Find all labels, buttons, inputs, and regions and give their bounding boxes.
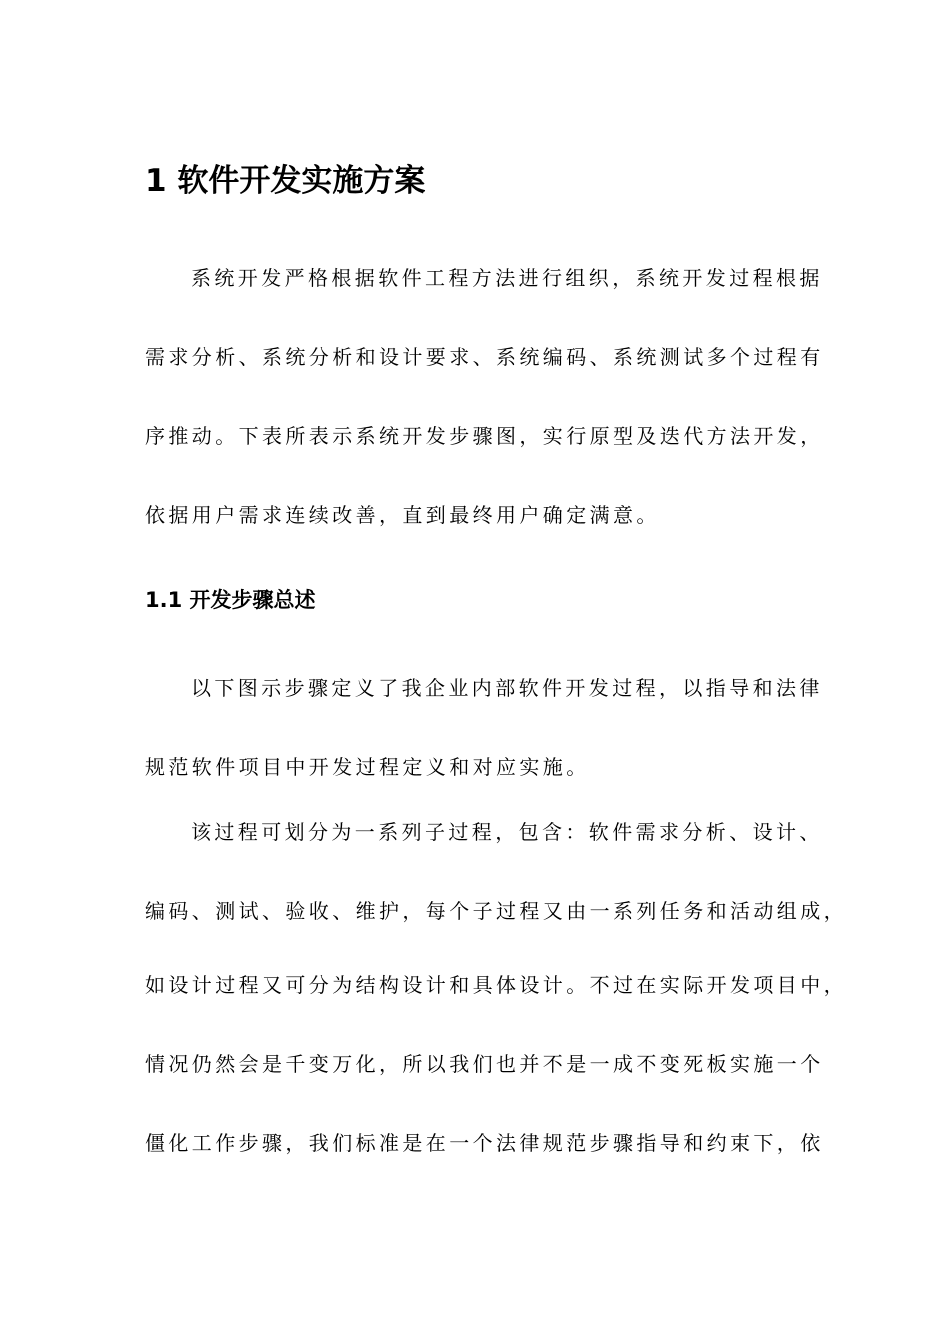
paragraph-line: 依据用户需求连续改善，直到最终用户确定满意。: [145, 503, 660, 527]
paragraph-line: 序推动。下表所表示系统开发步骤图，实行原型及迭代方法开发，: [145, 424, 824, 448]
paragraph-line: 规范软件项目中开发过程定义和对应实施。: [145, 755, 590, 779]
paragraph-line: 编码、测试、验收、维护，每个子过程又由一系列任务和活动组成，: [145, 899, 847, 923]
paragraph-line: 如设计过程又可分为结构设计和具体设计。不过在实际开发项目中，: [145, 973, 847, 997]
subsection-heading: 1.1 开发步骤总述: [145, 588, 316, 612]
paragraph-line: 僵化工作步骤，我们标准是在一个法律规范步骤指导和约束下，依: [145, 1131, 824, 1155]
section-heading: 1 软件开发实施方案: [145, 163, 426, 199]
paragraph-line: 系统开发严格根据软件工程方法进行组织，系统开发过程根据: [191, 266, 823, 290]
paragraph-line: 需求分析、系统分析和设计要求、系统编码、系统测试多个过程有: [145, 345, 824, 369]
paragraph-line: 情况仍然会是千变万化，所以我们也并不是一成不变死板实施一个: [145, 1052, 824, 1076]
paragraph-line: 以下图示步骤定义了我企业内部软件开发过程，以指导和法律: [191, 676, 823, 700]
paragraph-line: 该过程可划分为一系列子过程，包含：软件需求分析、设计、: [191, 820, 823, 844]
